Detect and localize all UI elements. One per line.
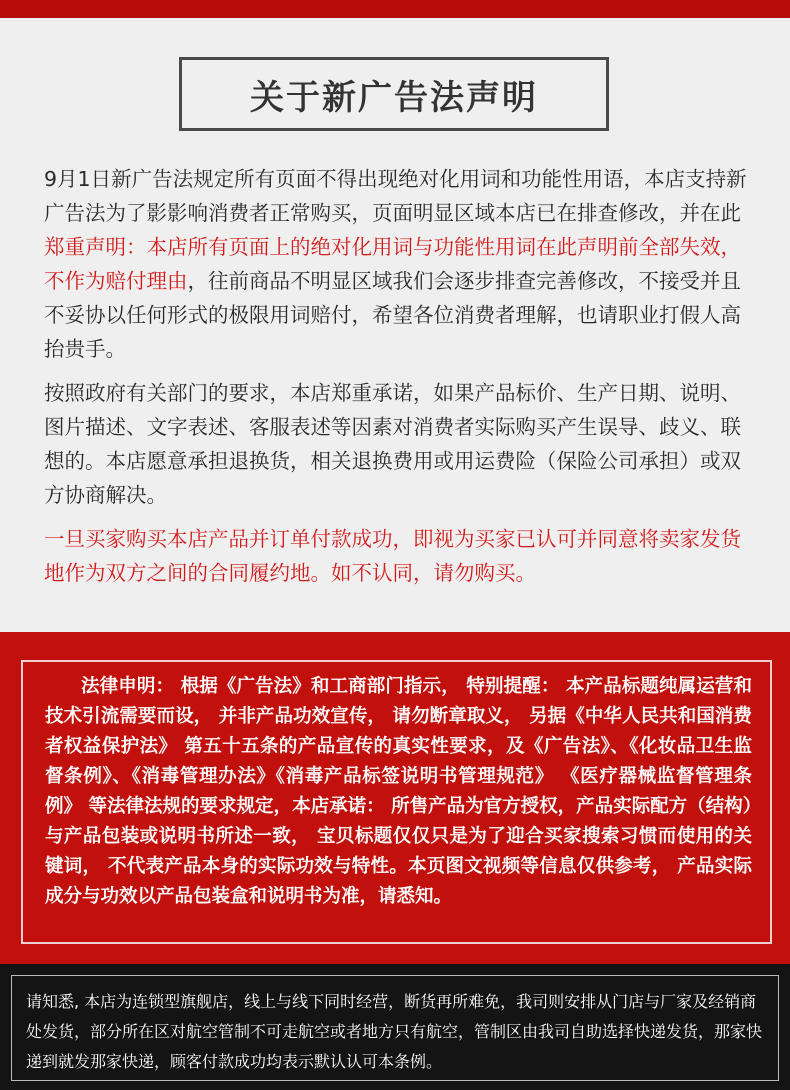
legal-notice-box bbox=[21, 660, 772, 944]
statement-body bbox=[44, 162, 750, 590]
paragraph-1-text-a: 9月1日新广告法规定所有页面不得出现绝对化用词和功能性用语，本店支持新广告法为了影影响消费者正常购买，页面明显区域本店已在排查修改，并在此 bbox=[44, 167, 747, 225]
shipping-section bbox=[0, 964, 790, 1090]
title-box bbox=[179, 57, 609, 131]
legal-section bbox=[0, 632, 790, 964]
paragraph-1-highlight: 郑重声明：本店所有页面上的绝对化用词与功能性用词在此声明前全部失效，不作为赔付理由 bbox=[44, 235, 741, 293]
statement-paragraph-2: 按照政府有关部门的要求，本店郑重承诺，如果产品标价、生产日期、说明、图片描述、文字表述、客服表述等因素对消费者实际购买产生误导、歧义、联想的。本店愿意承担退换货，相关退换费用或用运费险（保险公司承担）或双方协商解决。 bbox=[44, 381, 741, 507]
legal-notice-text: 法律申明： 根据《广告法》和工商部门指示， 特别提醒： 本产品标题纯属运营和技术引流需要而设， 并非产品功效宣传， 请勿断章取义， 另据《中华人民共和国消费者权益保护法》 第五十五条的产品宣传的真实性要求，及《广告法》、《化妆品卫生监督条例》、《消毒管理办法》《消毒产品标签说明书管理规范》 《医疗器械监督管理条例》 等法律法规的要求规定，本店承诺： 所售产品为官方授权，产品实际配方（结构）与产品包装或说明书所述一致， 宝贝标题仅仅只是为了迎合买家搜索习惯而使用的关键词， 不代表产品本身的实际功效与特性。本页图文视频等信息仅供参考， 产品实际成分与功效以产品包装盒和说明书为准，请悉知。 bbox=[45, 676, 752, 907]
statement-paragraph-3: 一旦买家购买本店产品并订单付款成功，即视为买家已认可并同意将卖家发货地作为双方之间的合同履约地。如不认同，请勿购买。 bbox=[44, 527, 741, 585]
paragraph-1-text-b: ，往前商品不明显区域我们会逐步排查完善修改，不接受并且不妥协以任何形式的极限用词赔付，希望各位消费者理解，也请职业打假人高抬贵手。 bbox=[44, 269, 741, 361]
page-title: 关于新广告法声明 bbox=[250, 77, 538, 118]
shipping-notice-text: 请知悉, 本店为连锁型旗舰店，线上与线下同时经营，断货再所难免，我司则安排从门店与厂家及经销商处发货，部分所在区对航空管制不可走航空或者地方只有航空，管制区由我司自助选择快递发货，那家快递到就发那家快递，顾客付款成功均表示默认认可本条例。 bbox=[26, 992, 763, 1071]
top-red-bar bbox=[0, 0, 790, 18]
statement-paragraph-1 bbox=[44, 162, 750, 366]
shipping-notice-box bbox=[11, 975, 779, 1081]
